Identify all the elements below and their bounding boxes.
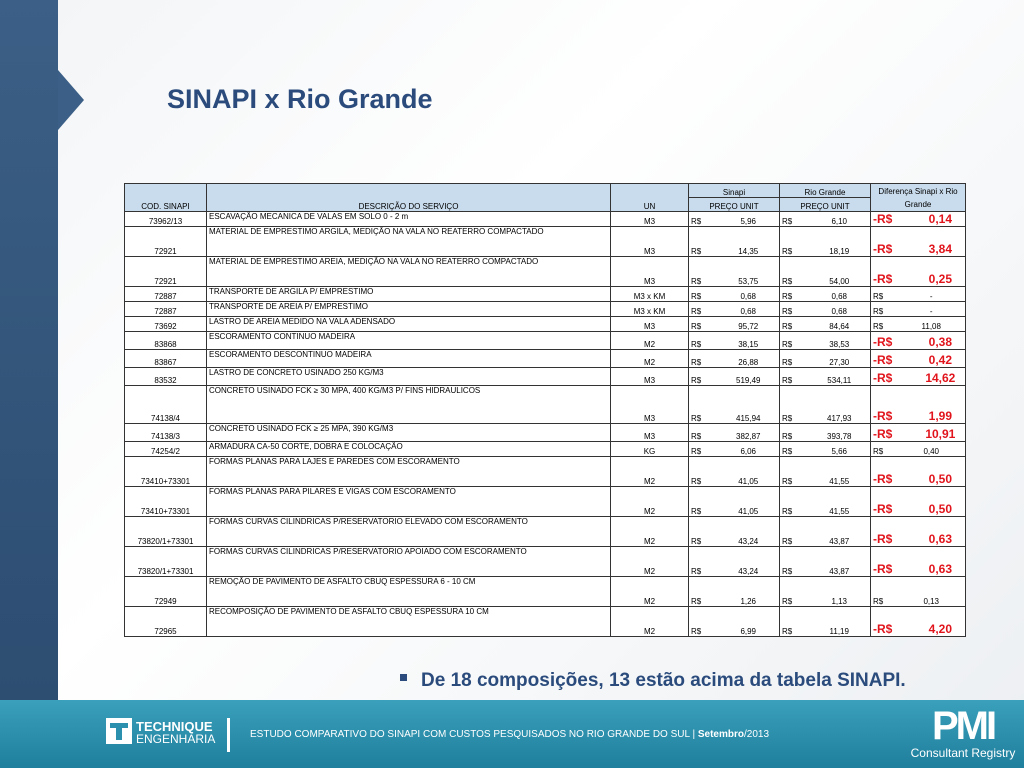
summary-bullet: [400, 670, 906, 692]
table-row: [125, 317, 966, 332]
comparison-table: [124, 183, 966, 637]
pmi-subtitle: Consultant Registry: [910, 746, 1016, 760]
cell-sinapi: R$ 26,88: [689, 350, 780, 368]
cell-diff: -R$ 3,84: [871, 227, 966, 257]
cell-sinapi: R$ 95,72: [689, 317, 780, 332]
cell-un: M2: [611, 487, 689, 517]
cell-sinapi: R$ 5,96: [689, 212, 780, 227]
cell-cod: 74138/4: [125, 386, 207, 424]
footer-text: [250, 729, 769, 740]
footer-text-main: ESTUDO COMPARATIVO DO SINAPI COM CUSTOS PESQUISADOS NO RIO GRANDE DO SUL |: [250, 729, 698, 740]
left-accent-bar: [0, 0, 58, 700]
cell-desc: MATERIAL DE EMPRESTIMO ARGILA, MEDIÇÃO NA VALA NO REATERRO COMPACTADO: [207, 227, 611, 257]
cell-diff: R$ 11,08: [871, 317, 966, 332]
cell-diff: -R$ 0,25: [871, 257, 966, 287]
cell-sinapi: R$ 43,24: [689, 517, 780, 547]
table-row: [125, 350, 966, 368]
cell-cod: 72965: [125, 607, 207, 637]
cell-sinapi: R$ 0,68: [689, 302, 780, 317]
cell-rio: R$ 1,13: [780, 577, 871, 607]
cell-cod: 72887: [125, 302, 207, 317]
header-desc: DESCRIÇÃO DO SERVIÇO: [207, 184, 611, 212]
cell-rio: R$ 41,55: [780, 457, 871, 487]
brand-top: TECHNIQUE: [136, 719, 213, 734]
cell-diff: -R$ 0,63: [871, 547, 966, 577]
cell-desc: ESCORAMENTO DESCONTINUO MADEIRA: [207, 350, 611, 368]
cell-diff: -R$ 0,63: [871, 517, 966, 547]
table-row: [125, 487, 966, 517]
cell-un: M2: [611, 350, 689, 368]
brand-bottom: ENGENHARIA: [136, 732, 216, 746]
table-row: [125, 457, 966, 487]
table-row: [125, 287, 966, 302]
cell-sinapi: R$ 415,94: [689, 386, 780, 424]
cell-cod: 83868: [125, 332, 207, 350]
cell-rio: R$ 43,87: [780, 547, 871, 577]
cell-un: M3: [611, 368, 689, 386]
cell-un: M2: [611, 517, 689, 547]
cell-cod: 72949: [125, 577, 207, 607]
cell-cod: 72921: [125, 227, 207, 257]
table-row: [125, 517, 966, 547]
cell-un: KG: [611, 442, 689, 457]
cell-rio: R$ 534,11: [780, 368, 871, 386]
table-row: [125, 257, 966, 287]
left-arrow-shape: [58, 70, 84, 130]
cell-cod: 73410+73301: [125, 487, 207, 517]
table-row: [125, 368, 966, 386]
cell-diff: -R$ 0,14: [871, 212, 966, 227]
cell-rio: R$ 393,78: [780, 424, 871, 442]
footer-text-month: Setembro: [697, 729, 744, 740]
pmi-logo: PMI: [931, 704, 995, 748]
table-row: [125, 607, 966, 637]
cell-sinapi: R$ 38,15: [689, 332, 780, 350]
cell-diff: R$ 0,40: [871, 442, 966, 457]
cell-rio: R$ 38,53: [780, 332, 871, 350]
cell-rio: R$ 0,68: [780, 302, 871, 317]
cell-rio: R$ 5,66: [780, 442, 871, 457]
cell-un: M3 x KM: [611, 302, 689, 317]
cell-sinapi: R$ 41,05: [689, 487, 780, 517]
cell-sinapi: R$ 519,49: [689, 368, 780, 386]
cell-cod: 73820/1+73301: [125, 517, 207, 547]
cell-desc: CONCRETO USINADO FCK ≥ 25 MPA, 390 KG/M3: [207, 424, 611, 442]
header-diff: Diferença Sinapi x Rio Grande: [871, 184, 966, 212]
header-sinapi-sub: PREÇO UNIT: [689, 198, 780, 212]
cell-un: M2: [611, 547, 689, 577]
cell-desc: FORMAS PLANAS PARA PILARES E VIGAS COM ESCORAMENTO: [207, 487, 611, 517]
header-rio-sub: PREÇO UNIT: [780, 198, 871, 212]
cell-rio: R$ 84,64: [780, 317, 871, 332]
table-row: [125, 332, 966, 350]
header-un: UN: [611, 184, 689, 212]
cell-un: M3: [611, 424, 689, 442]
cell-rio: R$ 43,87: [780, 517, 871, 547]
cell-un: M3: [611, 227, 689, 257]
cell-cod: 72887: [125, 287, 207, 302]
cell-sinapi: R$ 53,75: [689, 257, 780, 287]
cell-sinapi: R$ 1,26: [689, 577, 780, 607]
summary-text: De 18 composições, 13 estão acima da tabela SINAPI.: [421, 670, 906, 691]
cell-diff: -R$ 0,42: [871, 350, 966, 368]
table-row: [125, 547, 966, 577]
cell-desc: REMOÇÃO DE PAVIMENTO DE ASFALTO CBUQ ESPESSURA 6 - 10 CM: [207, 577, 611, 607]
cell-cod: 83532: [125, 368, 207, 386]
cell-cod: 74138/3: [125, 424, 207, 442]
cell-diff: -R$ 0,50: [871, 457, 966, 487]
cell-rio: R$ 6,10: [780, 212, 871, 227]
cell-cod: 73692: [125, 317, 207, 332]
cell-diff: -R$ 14,62: [871, 368, 966, 386]
footer-separator: [227, 718, 230, 752]
table-row: [125, 227, 966, 257]
cell-desc: ESCORAMENTO CONTINUO MADEIRA: [207, 332, 611, 350]
cell-sinapi: R$ 382,87: [689, 424, 780, 442]
cell-diff: -R$ 0,50: [871, 487, 966, 517]
cell-rio: R$ 27,30: [780, 350, 871, 368]
cell-rio: R$ 18,19: [780, 227, 871, 257]
cell-sinapi: R$ 0,68: [689, 287, 780, 302]
table-row: [125, 577, 966, 607]
header-cod: COD. SINAPI: [125, 184, 207, 212]
cell-rio: R$ 0,68: [780, 287, 871, 302]
cell-desc: ARMADURA CA-50 CORTE, DOBRA E COLOCAÇÃO: [207, 442, 611, 457]
cell-diff: -R$ 10,91: [871, 424, 966, 442]
cell-un: M2: [611, 607, 689, 637]
cell-sinapi: R$ 14,35: [689, 227, 780, 257]
table-row: [125, 386, 966, 424]
cell-desc: LASTRO DE CONCRETO USINADO 250 KG/M3: [207, 368, 611, 386]
cell-desc: FORMAS CURVAS CILINDRICAS P/RESERVATORIO APOIADO COM ESCORAMENTO: [207, 547, 611, 577]
table-row: [125, 212, 966, 227]
pmi-badge: [908, 706, 1018, 766]
cell-desc: CONCRETO USINADO FCK ≥ 30 MPA, 400 KG/M3 P/ FINS HIDRAULICOS: [207, 386, 611, 424]
technique-logo-icon: [106, 718, 132, 744]
cell-diff: R$ -: [871, 302, 966, 317]
cell-cod: 72921: [125, 257, 207, 287]
cell-desc: FORMAS CURVAS CILINDRICAS P/RESERVATORIO ELEVADO COM ESCORAMENTO: [207, 517, 611, 547]
cell-un: M3 x KM: [611, 287, 689, 302]
cell-un: M2: [611, 332, 689, 350]
table-body: [125, 212, 966, 637]
table-row: [125, 424, 966, 442]
cell-un: M2: [611, 457, 689, 487]
cell-sinapi: R$ 6,99: [689, 607, 780, 637]
bullet-square-icon: [400, 674, 407, 681]
cell-desc: LASTRO DE AREIA MEDIDO NA VALA ADENSADO: [207, 317, 611, 332]
table-row: [125, 442, 966, 457]
header-rio: Rio Grande: [780, 184, 871, 198]
cell-rio: R$ 417,93: [780, 386, 871, 424]
cell-desc: TRANSPORTE DE AREIA P/ EMPRESTIMO: [207, 302, 611, 317]
cell-cod: 73962/13: [125, 212, 207, 227]
cell-desc: FORMAS PLANAS PARA LAJES E PAREDES COM ESCORAMENTO: [207, 457, 611, 487]
cell-cod: 83867: [125, 350, 207, 368]
cell-un: M2: [611, 577, 689, 607]
cell-cod: 74254/2: [125, 442, 207, 457]
footer-brand: [136, 721, 215, 745]
cell-cod: 73410+73301: [125, 457, 207, 487]
cell-rio: R$ 54,00: [780, 257, 871, 287]
cell-desc: RECOMPOSIÇÃO DE PAVIMENTO DE ASFALTO CBUQ ESPESSURA 10 CM: [207, 607, 611, 637]
cell-desc: ESCAVAÇÃO MECANICA DE VALAS EM SOLO 0 - 2 m: [207, 212, 611, 227]
cell-diff: R$ -: [871, 287, 966, 302]
cell-rio: R$ 41,55: [780, 487, 871, 517]
cell-diff: -R$ 0,38: [871, 332, 966, 350]
cell-sinapi: R$ 41,05: [689, 457, 780, 487]
footer-text-year: /2013: [743, 729, 770, 740]
cell-sinapi: R$ 6,06: [689, 442, 780, 457]
cell-rio: R$ 11,19: [780, 607, 871, 637]
cell-un: M3: [611, 386, 689, 424]
cell-diff: -R$ 1,99: [871, 386, 966, 424]
cell-un: M3: [611, 317, 689, 332]
header-sinapi: Sinapi: [689, 184, 780, 198]
cell-desc: TRANSPORTE DE ARGILA P/ EMPRESTIMO: [207, 287, 611, 302]
slide-title: SINAPI x Rio Grande: [167, 84, 433, 114]
cell-un: M3: [611, 212, 689, 227]
cell-un: M3: [611, 257, 689, 287]
table-row: [125, 302, 966, 317]
cell-cod: 73820/1+73301: [125, 547, 207, 577]
cell-desc: MATERIAL DE EMPRESTIMO AREIA, MEDIÇÃO NA VALA NO REATERRO COMPACTADO: [207, 257, 611, 287]
cell-diff: -R$ 4,20: [871, 607, 966, 637]
cell-sinapi: R$ 43,24: [689, 547, 780, 577]
cell-diff: R$ 0,13: [871, 577, 966, 607]
